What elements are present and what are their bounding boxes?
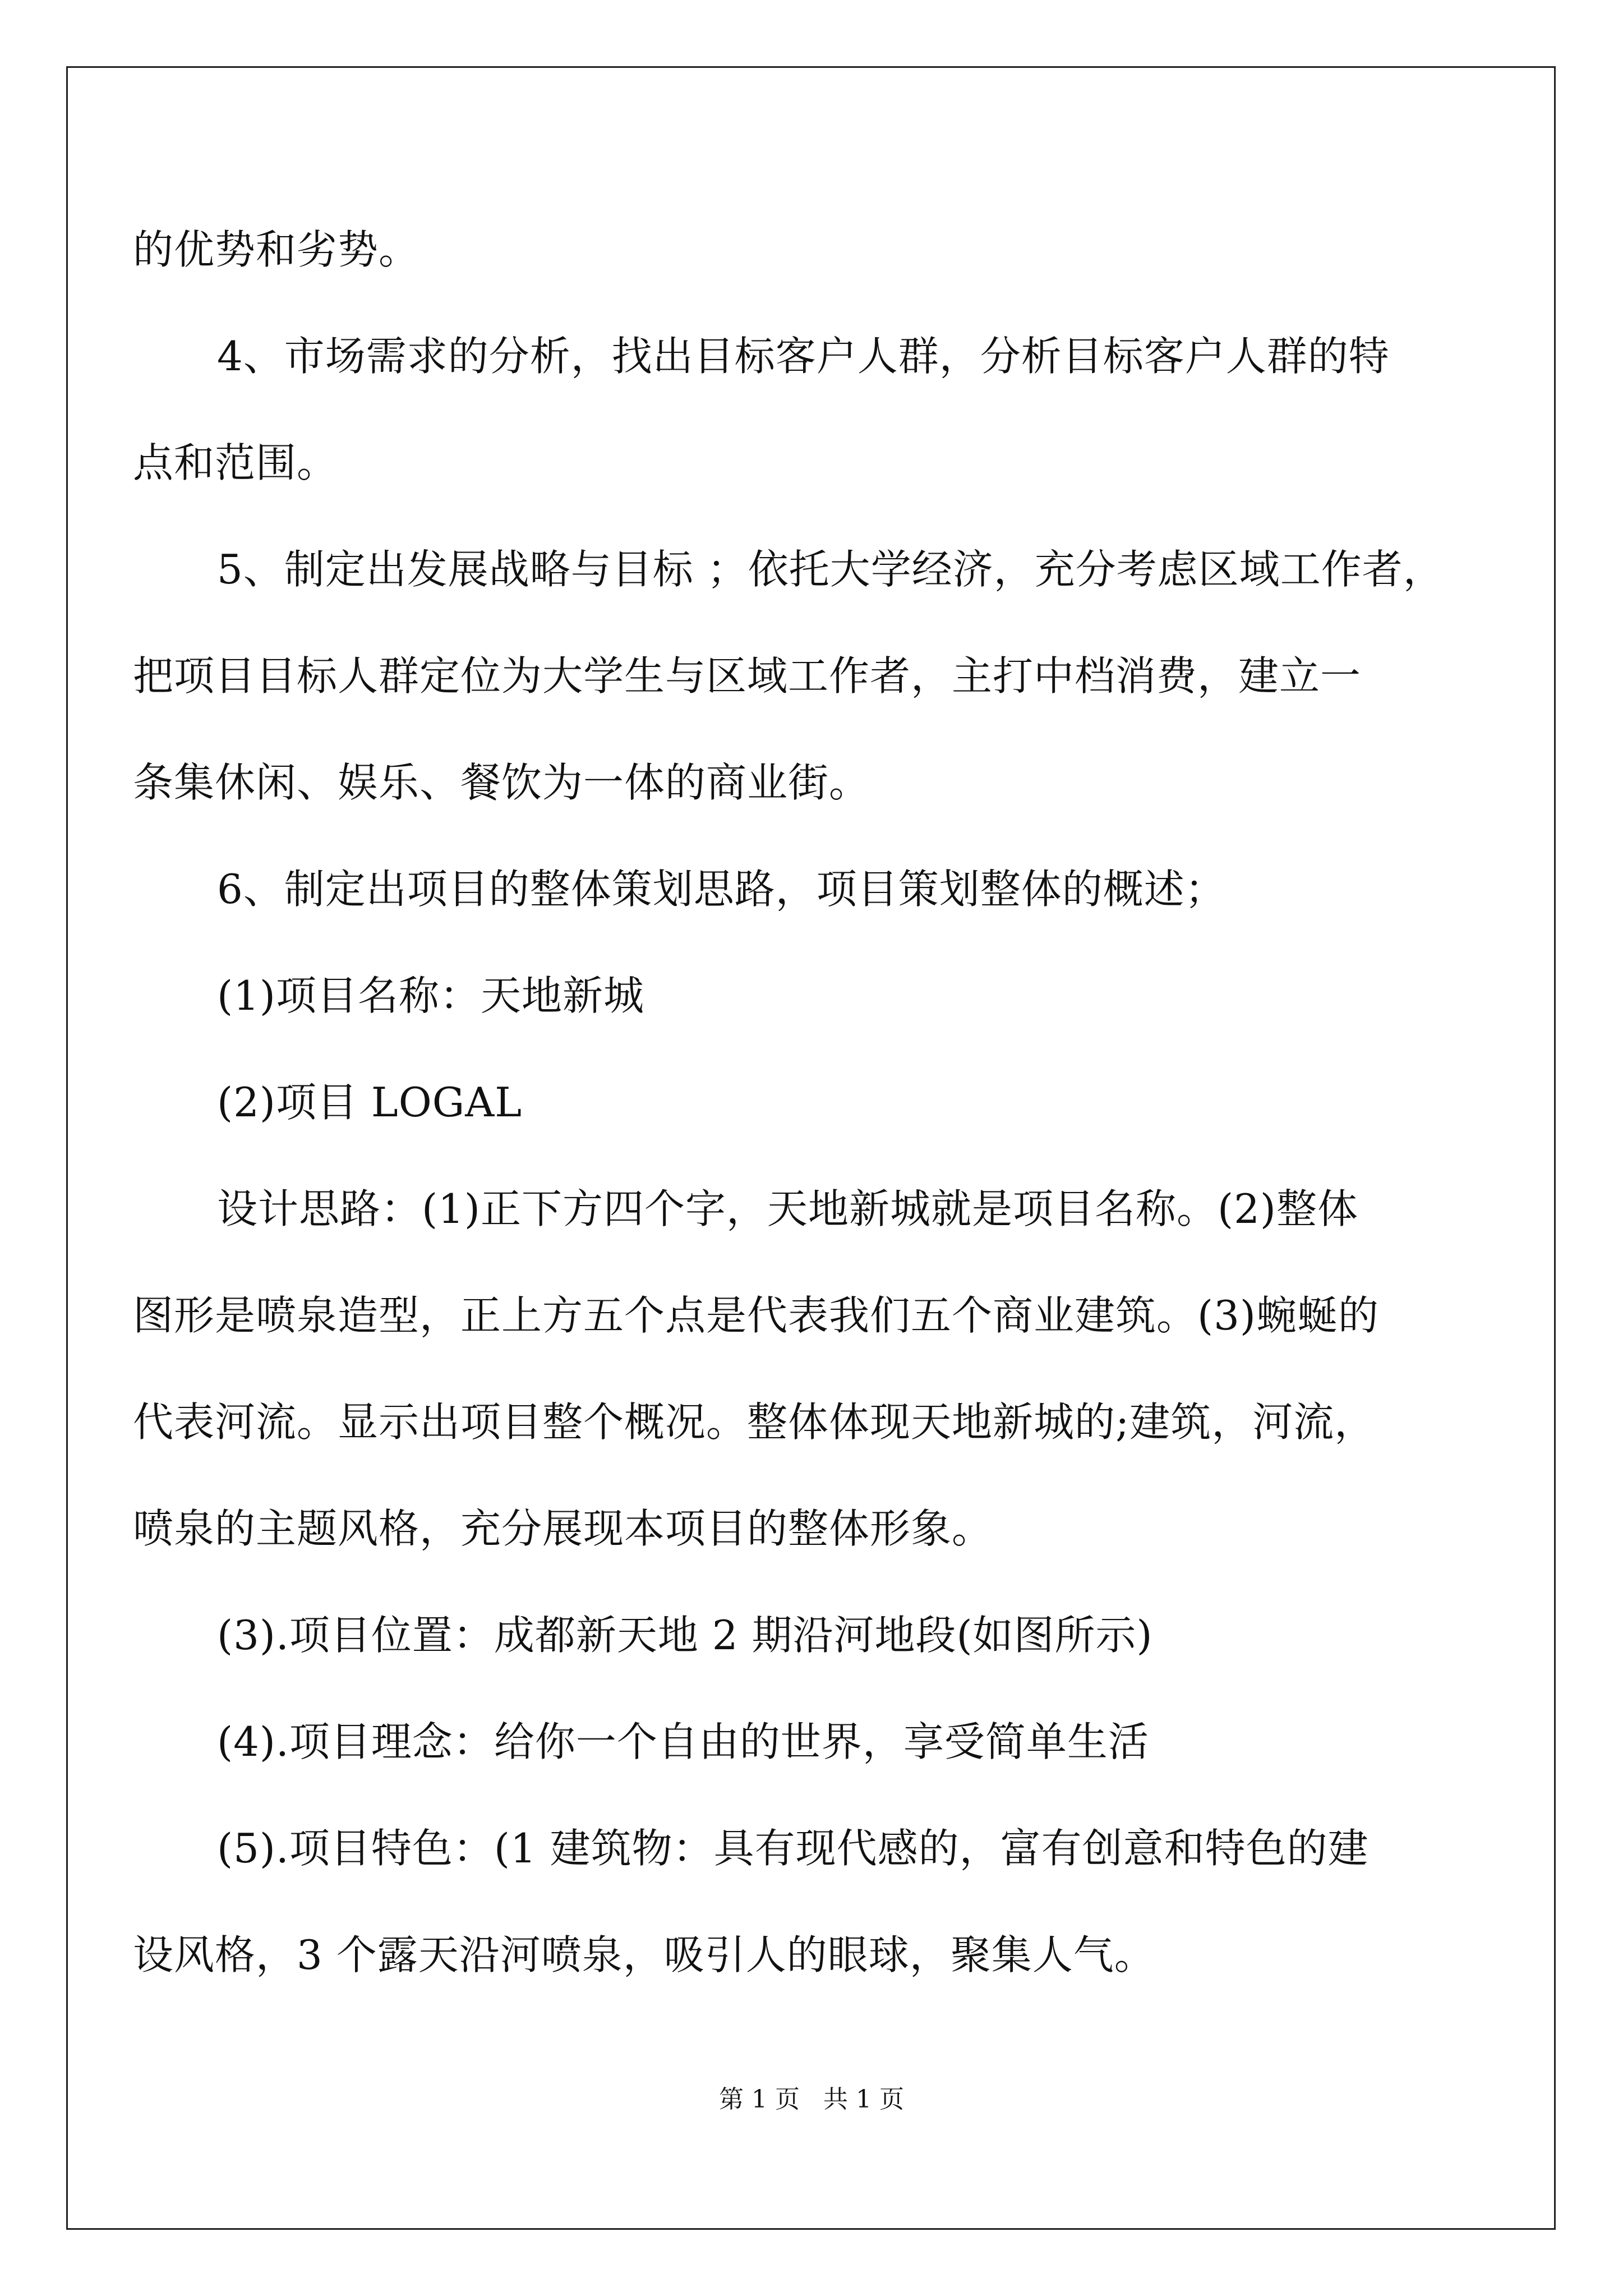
text-line: 的优势和劣势。 <box>133 226 420 273</box>
text-line: 点和范围。 <box>133 439 338 486</box>
text-line: 喷泉的主题风格，充分展现本项目的整体形象。 <box>133 1505 993 1552</box>
text-line: (2)项目 LOGAL <box>217 1079 523 1126</box>
text-line: 把项目目标人群定位为大学生与区域工作者，主打中档消费，建立一 <box>133 652 1362 700</box>
text-line: (3).项目位置：成都新天地 2 期沿河地段(如图所示) <box>217 1612 1153 1659</box>
text-line: (1)项目名称：天地新城 <box>217 972 644 1019</box>
text-line: 设计思路：(1)正下方四个字，天地新城就是项目名称。(2)整体 <box>217 1185 1358 1232</box>
text-line: 6、制定出项目的整体策划思路，项目策划整体的概述； <box>217 866 1226 913</box>
text-line: 4、市场需求的分析，找出目标客户人群，分析目标客户人群的特 <box>217 333 1390 380</box>
page-border <box>66 66 1556 2230</box>
text-line: 条集休闲、娱乐、餐饮为一体的商业街。 <box>133 759 870 806</box>
text-line: 设风格，3 个露天沿河喷泉，吸引人的眼球，聚集人气。 <box>133 1931 1155 1978</box>
text-line: (4).项目理念：给你一个自由的世界，享受简单生活 <box>217 1718 1149 1765</box>
text-line: 5、制定出发展战略与目标 ；依托大学经济，充分考虑区域工作者， <box>217 546 1444 593</box>
page-footer: 第 1 页 共 1 页 <box>719 2085 904 2114</box>
text-line: (5).项目特色：(1 建筑物：具有现代感的，富有创意和特色的建 <box>217 1825 1369 1872</box>
text-line: 代表河流。显示出项目整个概况。整体体现天地新城的;建筑，河流， <box>133 1398 1376 1446</box>
text-line: 图形是喷泉造型，正上方五个点是代表我们五个商业建筑。(3)蜿蜒的 <box>133 1292 1379 1339</box>
